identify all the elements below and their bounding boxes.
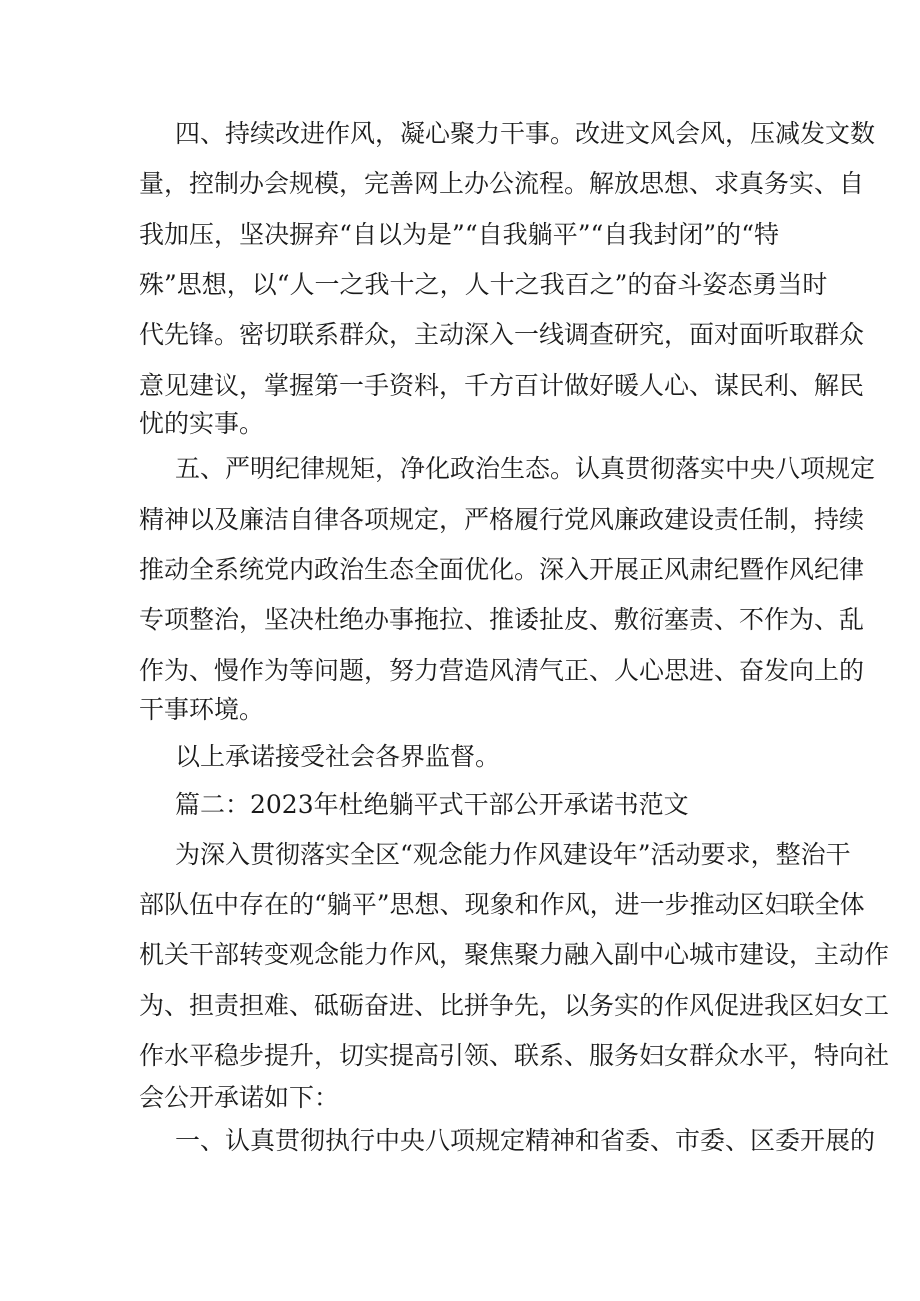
- paragraph-four-line-4: 殊”思想，以“人一之我十之，人十之我百之”的奋斗姿态勇当时: [139, 270, 828, 299]
- section-two-intro-line-2: 部队伍中存在的“躺平”思想、现象和作风，进一步推动区妇联全体: [139, 890, 865, 919]
- section-two-intro-line-3: 机关干部转变观念能力作风，聚焦聚力融入副中心城市建设，主动作: [139, 940, 890, 969]
- section-two-intro-line-5: 作水平稳步提升，切实提高引领、联系、服务妇女群众水平，特向社: [139, 1041, 890, 1070]
- paragraph-five-line-1: 五、严明纪律规矩，净化政治生态。认真贯彻落实中央八项规定: [175, 454, 876, 483]
- paragraph-five-line-3: 推动全系统党内政治生态全面优化。深入开展正风肃纪暨作风纪律: [139, 555, 865, 584]
- section-two-intro-line-6: 会公开承诺如下：: [139, 1083, 340, 1112]
- paragraph-four-line-3: 我加压，坚决摒弃“自以为是”“自我躺平”“自我封闭”的“特: [139, 220, 779, 249]
- paragraph-four-line-6: 意见建议，掌握第一手资料，千方百计做好暖人心、谋民利、解民: [139, 371, 865, 400]
- paragraph-four-line-2: 量，控制办会规模，完善网上办公流程。解放思想、求真务实、自: [139, 169, 865, 198]
- paragraph-five-line-4: 专项整治，坚决杜绝办事拖拉、推诿扯皮、敷衍塞责、不作为、乱: [139, 605, 865, 634]
- section-two-intro-line-4: 为、担责担难、砥砺奋进、比拼争先，以务实的作风促进我区妇女工: [139, 991, 890, 1020]
- section-two-item-one-line-1: 一、认真贯彻执行中央八项规定精神和省委、市委、区委开展的: [175, 1126, 876, 1155]
- paragraph-five-line-6: 干事环境。: [139, 695, 265, 724]
- paragraph-four-line-1: 四、持续改进作风，凝心聚力干事。改进文风会风，压减发文数: [175, 119, 876, 148]
- paragraph-five-line-5: 作为、慢作为等问题，努力营造风清气正、人心思进、奋发向上的: [139, 656, 865, 685]
- paragraph-five-line-2: 精神以及廉洁自律各项规定，严格履行党风廉政建设责任制，持续: [139, 505, 865, 534]
- paragraph-four-line-7: 忧的实事。: [139, 409, 265, 438]
- supervision-statement: 以上承诺接受社会各界监督。: [175, 742, 501, 771]
- section-two-intro-line-1: 为深入贯彻落实全区“观念能力作风建设年”活动要求，整治干: [175, 840, 851, 869]
- section-two-heading: 篇二：2023年杜绝躺平式干部公开承诺书范文: [175, 790, 689, 819]
- paragraph-four-line-5: 代先锋。密切联系群众，主动深入一线调查研究，面对面听取群众: [139, 320, 865, 349]
